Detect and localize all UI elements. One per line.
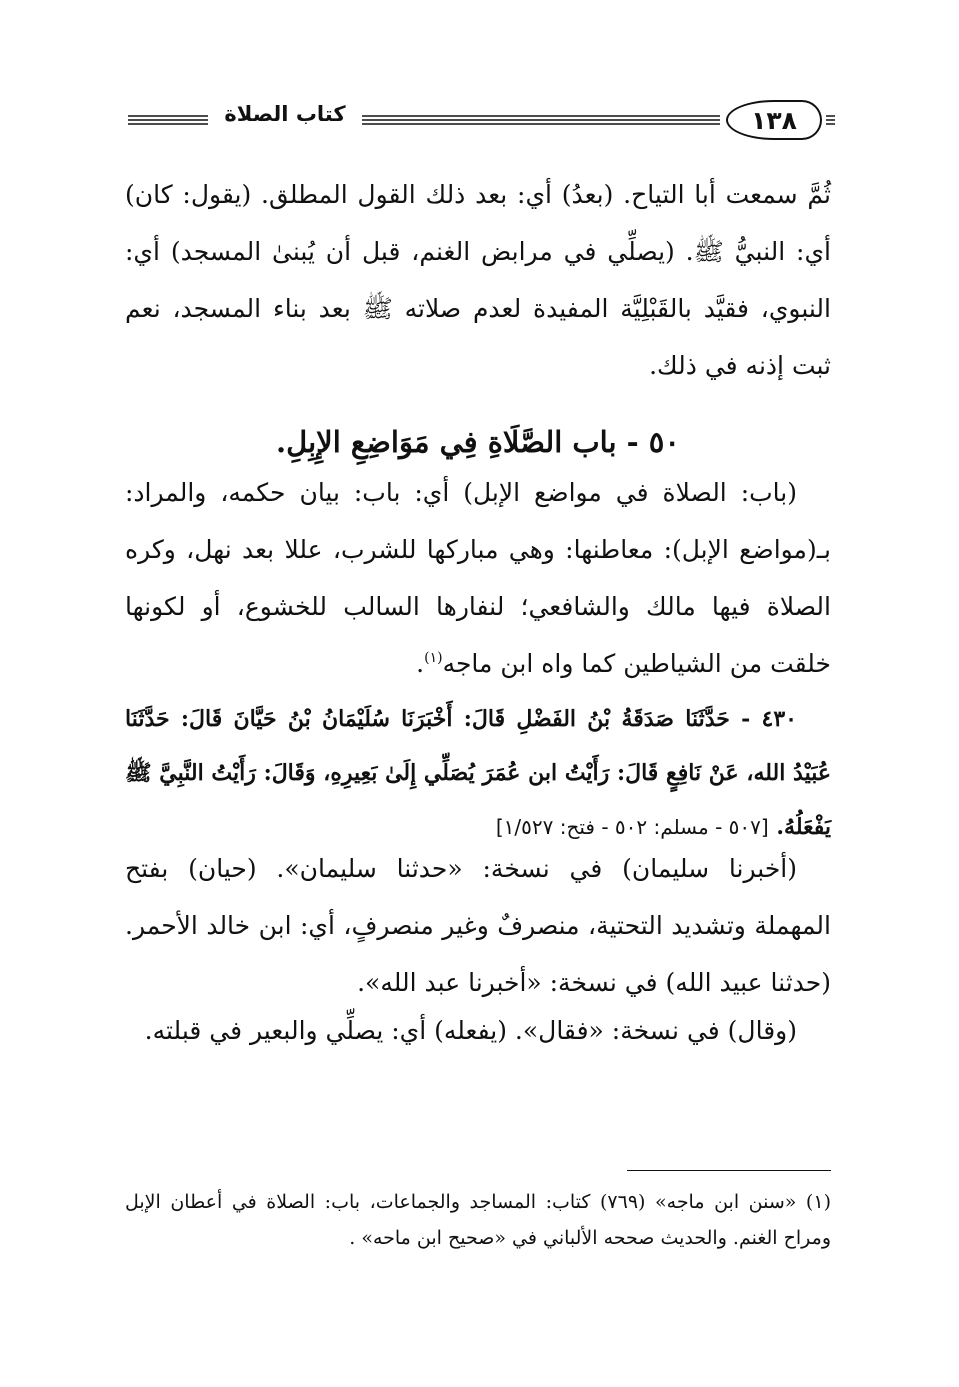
footnote-divider — [627, 1170, 831, 1171]
running-title: كتاب الصلاة — [215, 102, 355, 126]
running-header — [120, 96, 835, 146]
commentary-text: (أخبرنا سليمان) في نسخة: «حدثنا سليمان». (حيان) بفتح المهملة وتشديد التحتية، منصرفٌ وغير منصرفٍ، أي: ابن خالد الأحمر. (حدثنا عبيد الله) في نسخة: «أخبرنا عبد الله». — [125, 854, 831, 997]
intro-text: ثُمَّ سمعت أبا التياح. (بعدُ) أي: بعد ذلك القول المطلق. (يقول: كان) أي: النبيُّ ﷺ. (يصلِّي في مرابض الغنم، قبل أن يُبنىٰ المسجد) أي: النبوي، فقيَّد بالقَبْلِيَّة المفيدة لعدم صلاته ﷺ بعد بناء المسجد، نعم ثبت إذنه في ذلك. — [125, 180, 831, 380]
hadith-text-block — [125, 692, 831, 854]
commentary-paragraph — [125, 840, 831, 1011]
closing-paragraph — [125, 1002, 831, 1059]
footnote-marker: (١) — [424, 650, 443, 666]
closing-text: (وقال) في نسخة: «فقال». (يفعله) أي: يصلِّي والبعير في قبلته. — [144, 1016, 797, 1045]
hadith-text: ٤٣٠ - حَدَّثَنَا صَدَقَةُ بْنُ الفَضْلِ قَالَ: أَخْبَرَنَا سُلَيْمَانُ بْنُ حَيَّانَ قَالَ: حَدَّثَنَا عُبَيْدُ الله، عَنْ نَافِعٍ قَالَ: رَأَيْتُ ابن عُمَرَ يُصَلِّي إِلَىٰ بَعِيرِهِ، وَقَالَ: رَأَيْتُ النَّبِيَّ ﷺ يَفْعَلُهُ. — [125, 706, 831, 840]
bab-text-block — [125, 464, 831, 692]
intro-paragraph — [125, 166, 831, 394]
bab-text: (باب: الصلاة في مواضع الإبل) أي: باب: بيان حكمه، والمراد: بـ(مواضع الإبل): معاطنها: وهي مباركها للشرب، عللا بعد نهل، وكره الصلاة فيها مالك والشافعي؛ لنفارها السالب للخشوع، أو لكونها خلقت من الشياطين كما واه ابن ماجه — [125, 478, 831, 678]
bab-text-end: . — [416, 649, 425, 678]
hadith-block — [125, 692, 831, 854]
bab-paragraph — [125, 464, 831, 692]
footnotes — [125, 1184, 831, 1256]
footnote-1: (١) «سنن ابن ماجه» (٧٦٩) كتاب: المساجد والجماعات، باب: الصلاة في أعطان الإبل ومراح الغنم. والحديث صححه الألباني في «صحيح ابن ماحه» . — [125, 1191, 831, 1249]
section-heading: ٥٠ - باب الصَّلَاةِ فِي مَوَاضِعِ الإِبِلِ. — [276, 425, 680, 459]
page-number: ١٣٨ — [726, 100, 822, 140]
hadith-reference: [٥٠٧ - مسلم: ٥٠٢ - فتح: ١/٥٢٧] — [495, 815, 769, 839]
